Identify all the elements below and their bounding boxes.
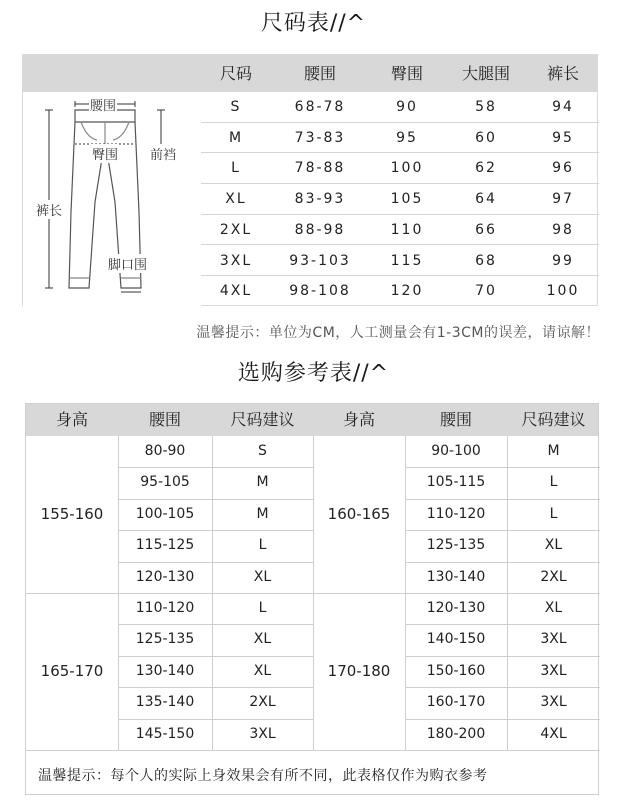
size-cell-waist: 78-88 (294, 160, 346, 177)
size-cell-thigh: 64 (475, 191, 497, 208)
size-row (201, 92, 599, 123)
size-suggestion-right: 2XL (540, 568, 567, 585)
purchase-note: 温馨提示：每个人的实际上身效果会有所不同，此表格仅作为购衣参考 (38, 768, 488, 784)
size-cell-size: 3XL (219, 252, 253, 269)
height-range-left: 165-170 (40, 662, 104, 680)
height-range-right: 170-180 (327, 662, 391, 680)
header-length: 裤长 (546, 64, 579, 83)
size-suggestion-right: 3XL (540, 694, 567, 711)
size-chart-title: 尺码表//^ (260, 11, 367, 36)
size-row (201, 215, 599, 246)
size-suggestion-right: XL (544, 600, 563, 616)
waist-cell-left: 120-130 (135, 568, 195, 585)
pants-diagram (23, 92, 201, 307)
waist-cell-left: 110-120 (135, 600, 195, 616)
waist-cell-right: 150-160 (426, 662, 486, 679)
size-cell-waist: 88-98 (294, 221, 346, 238)
size-cell-thigh: 68 (475, 252, 497, 269)
header-size-right: 尺码建议 (521, 410, 586, 429)
size-cell-length: 94 (552, 99, 574, 115)
height-range-left: 155-160 (40, 505, 104, 523)
size-suggestion-left: XL (253, 568, 272, 585)
header-thigh: 大腿围 (461, 64, 510, 83)
size-suggestion-left: 2XL (249, 694, 276, 711)
size-cell-size: 2XL (219, 221, 253, 238)
size-cell-waist: 73-83 (294, 129, 346, 146)
waist-cell-left: 100-105 (135, 505, 195, 522)
waist-cell-right: 125-135 (426, 537, 486, 554)
purchase-guide-header (26, 404, 598, 436)
size-cell-thigh: 62 (475, 160, 497, 177)
waist-cell-right: 120-130 (426, 600, 486, 616)
header-size-left: 尺码建议 (230, 410, 295, 429)
height-range-right: 160-165 (327, 505, 391, 523)
size-cell-hip: 95 (396, 129, 418, 146)
size-chart-table (22, 54, 598, 306)
waist-cell-left: 115-125 (135, 537, 195, 554)
size-cell-size: XL (225, 191, 247, 208)
waist-cell-right: 105-115 (426, 474, 486, 491)
waist-cell-right: 140-150 (426, 631, 486, 648)
waist-cell-right: 160-170 (426, 694, 486, 711)
size-suggestion-left: S (258, 443, 267, 459)
size-suggestion-left: XL (253, 631, 272, 648)
size-cell-length: 96 (552, 160, 574, 177)
header-height-right: 身高 (342, 410, 375, 429)
size-suggestion-left: 3XL (249, 725, 276, 742)
size-cell-hip: 115 (390, 252, 424, 269)
size-suggestion-right: L (549, 474, 558, 491)
header-size: 尺码 (219, 64, 252, 83)
size-suggestion-right: 3XL (540, 631, 567, 648)
size-row (201, 184, 599, 215)
size-suggestion-left: L (258, 537, 267, 554)
header-waist: 腰围 (303, 64, 336, 83)
waist-cell-left: 125-135 (135, 631, 195, 648)
size-cell-thigh: 70 (475, 283, 497, 300)
header-waist-right: 腰围 (439, 410, 472, 429)
grid-line (26, 750, 600, 751)
diagram-label-hem: 脚口围 (107, 254, 148, 273)
waist-cell-right: 180-200 (426, 725, 486, 742)
size-cell-size: S (230, 99, 242, 115)
size-cell-thigh: 60 (475, 129, 497, 146)
size-cell-thigh: 66 (475, 221, 497, 238)
size-suggestion-left: M (256, 474, 269, 491)
size-note: 温馨提示：单位为CM，人工测量会有1-3CM的误差，请谅解！ (196, 325, 600, 341)
waist-cell-left: 95-105 (140, 474, 190, 491)
size-cell-length: 99 (552, 252, 574, 269)
size-row (201, 276, 599, 307)
size-row (201, 123, 599, 154)
purchase-guide-title: 选购参考表//^ (237, 361, 390, 386)
size-cell-waist: 98-108 (289, 283, 351, 300)
size-cell-length: 95 (552, 129, 574, 146)
waist-cell-left: 130-140 (135, 662, 195, 679)
size-cell-hip: 90 (396, 99, 418, 115)
size-suggestion-right: M (547, 443, 560, 459)
size-suggestion-left: M (256, 505, 269, 522)
diagram-label-hip: 臀围 (91, 144, 119, 163)
size-cell-waist: 93-103 (289, 252, 351, 269)
size-row (201, 153, 599, 184)
purchase-guide-table (25, 403, 599, 795)
header-hip: 臀围 (390, 64, 423, 83)
size-suggestion-right: L (549, 505, 558, 522)
size-cell-waist: 68-78 (294, 99, 346, 115)
size-cell-hip: 110 (390, 221, 424, 238)
size-cell-size: 4XL (219, 283, 253, 300)
size-suggestion-left: L (258, 600, 267, 616)
header-height-left: 身高 (55, 410, 88, 429)
waist-cell-right: 130-140 (426, 568, 486, 585)
size-cell-size: M (228, 129, 244, 146)
waist-cell-right: 90-100 (431, 443, 481, 459)
header-waist-left: 腰围 (148, 410, 181, 429)
size-cell-hip: 100 (390, 160, 424, 177)
size-suggestion-right: XL (544, 537, 563, 554)
waist-cell-left: 135-140 (135, 694, 195, 711)
size-suggestion-left: XL (253, 662, 272, 679)
size-cell-length: 100 (546, 283, 580, 300)
size-chart-header (23, 55, 597, 92)
size-cell-waist: 83-93 (294, 191, 346, 208)
size-row (201, 246, 599, 277)
size-cell-hip: 105 (390, 191, 424, 208)
diagram-label-rise: 前裆 (149, 144, 177, 163)
waist-cell-left: 145-150 (135, 725, 195, 742)
size-suggestion-right: 3XL (540, 662, 567, 679)
waist-cell-left: 80-90 (144, 443, 186, 459)
size-cell-length: 98 (552, 221, 574, 238)
size-suggestion-right: 4XL (540, 725, 567, 742)
diagram-label-length: 裤长 (35, 200, 63, 219)
size-cell-hip: 120 (390, 283, 424, 300)
waist-cell-right: 110-120 (426, 505, 486, 522)
diagram-label-waist: 腰围 (89, 95, 117, 114)
size-cell-length: 97 (552, 191, 574, 208)
size-cell-thigh: 58 (475, 99, 497, 115)
size-cell-size: L (231, 160, 241, 177)
